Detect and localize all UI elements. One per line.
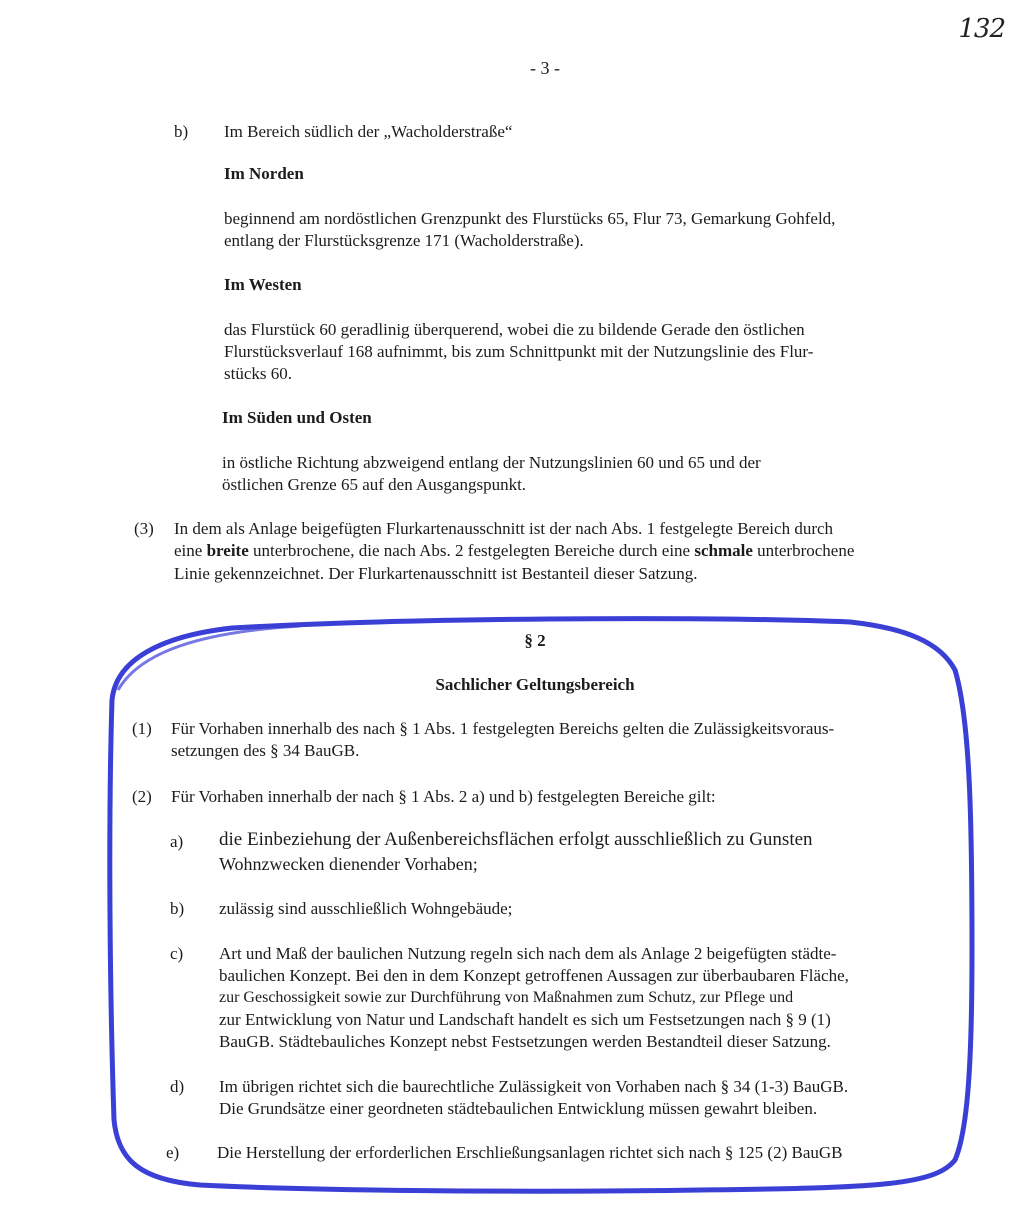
item-d-line-2: Die Grundsätze einer geordneten städtebaulichen Entwicklung müssen gewahrt bleiben. [219, 1099, 818, 1118]
s2-p2-label: (2) [132, 787, 152, 806]
item-c-line-3: zur Geschossigkeit sowie zur Durchführung von Maßnahmen zum Schutz, zur Pflege und [219, 989, 794, 1006]
para3-label: (3) [134, 519, 154, 538]
west-title: Im Westen [224, 275, 302, 294]
item-a-label: a) [170, 832, 184, 851]
west-line-1: das Flurstück 60 geradlinig überquerend, wobei die zu bildende Gerade den östlichen [224, 320, 805, 339]
north-line-1: beginnend am nordöstlichen Grenzpunkt des Flurstücks 65, Flur 73, Gemarkung Gohfeld, [224, 209, 836, 228]
para3-line-2 [174, 540, 854, 562]
section2-title: Sachlicher Geltungsbereich [435, 675, 635, 694]
s2-p1-line-1: Für Vorhaben innerhalb des nach § 1 Abs. 1 festgelegten Bereichs gelten die Zulässigkeitsvoraus- [171, 719, 835, 738]
para3-line-1: In dem als Anlage beigefügten Flurkartenausschnitt ist der nach Abs. 1 festgelegte Bereich durch [174, 519, 834, 538]
para3-line-2-mid: unterbrochene, die nach Abs. 2 festgelegten Bereiche durch eine [248, 541, 695, 560]
item-c-line-5: BauGB. Städtebauliches Konzept nebst Festsetzungen werden Bestandteil dieser Satzung. [219, 1032, 831, 1051]
item-d-label: d) [170, 1077, 185, 1096]
item-a-line-2: Wohnzwecken dienender Vorhaben; [219, 854, 478, 874]
handwritten-page-number: 132 [958, 14, 1005, 44]
section2-number: § 2 [524, 631, 546, 650]
s2-p1-line-2: setzungen des § 34 BauGB. [171, 741, 360, 760]
item-b-label: b) [170, 899, 185, 918]
north-title: Im Norden [224, 164, 304, 183]
item-b-line-1: zulässig sind ausschließlich Wohngebäude; [219, 899, 513, 918]
para3-line-2-pre: eine [174, 541, 207, 560]
para3-bold-schmale: schmale [694, 541, 753, 560]
page-number: - 3 - [530, 58, 560, 78]
south-east-line-1: in östliche Richtung abzweigend entlang der Nutzungslinien 60 und 65 und der [222, 453, 761, 472]
frame-overstroke [118, 626, 300, 690]
section-b-heading: Im Bereich südlich der „Wacholderstraße“ [224, 122, 513, 141]
item-e-label: e) [166, 1143, 180, 1162]
item-c-line-4: zur Entwicklung von Natur und Landschaft handelt es sich um Festsetzungen nach § 9 (1) [219, 1010, 831, 1029]
north-line-2: entlang der Flurstücksgrenze 171 (Wacholderstraße). [224, 231, 584, 250]
item-c-label: c) [170, 944, 184, 963]
para3-bold-breite: breite [206, 541, 249, 560]
item-d-line-1: Im übrigen richtet sich die baurechtliche Zulässigkeit von Vorhaben nach § 34 (1-3) BauGB. [219, 1077, 849, 1096]
item-c-line-2: baulichen Konzept. Bei den in dem Konzept getroffenen Aussagen zur überbaubaren Fläche, [219, 966, 849, 985]
s2-p1-label: (1) [132, 719, 152, 738]
item-a-line-1: die Einbeziehung der Außenbereichsflächen erfolgt ausschließlich zu Gunsten [219, 829, 813, 850]
south-east-title: Im Süden und Osten [222, 408, 372, 427]
section-b-label: b) [174, 122, 189, 141]
s2-p2-text: Für Vorhaben innerhalb der nach § 1 Abs. 2 a) und b) festgelegten Bereiche gilt: [171, 787, 716, 806]
west-line-2: Flurstücksverlauf 168 aufnimmt, bis zum Schnittpunkt mit der Nutzungslinie des Flur- [224, 342, 814, 361]
para3-line-3: Linie gekennzeichnet. Der Flurkartenausschnitt ist Bestanteil dieser Satzung. [174, 564, 698, 583]
para3-line-2-post: unterbrochene [752, 541, 855, 560]
item-c-line-1: Art und Maß der baulichen Nutzung regeln sich nach dem als Anlage 2 beigefügten städte- [219, 944, 837, 963]
west-line-3: stücks 60. [224, 364, 292, 383]
item-e-line-1: Die Herstellung der erforderlichen Erschließungsanlagen richtet sich nach § 125 (2) BauGB [217, 1143, 843, 1162]
south-east-line-2: östlichen Grenze 65 auf den Ausgangspunkt. [222, 475, 527, 494]
